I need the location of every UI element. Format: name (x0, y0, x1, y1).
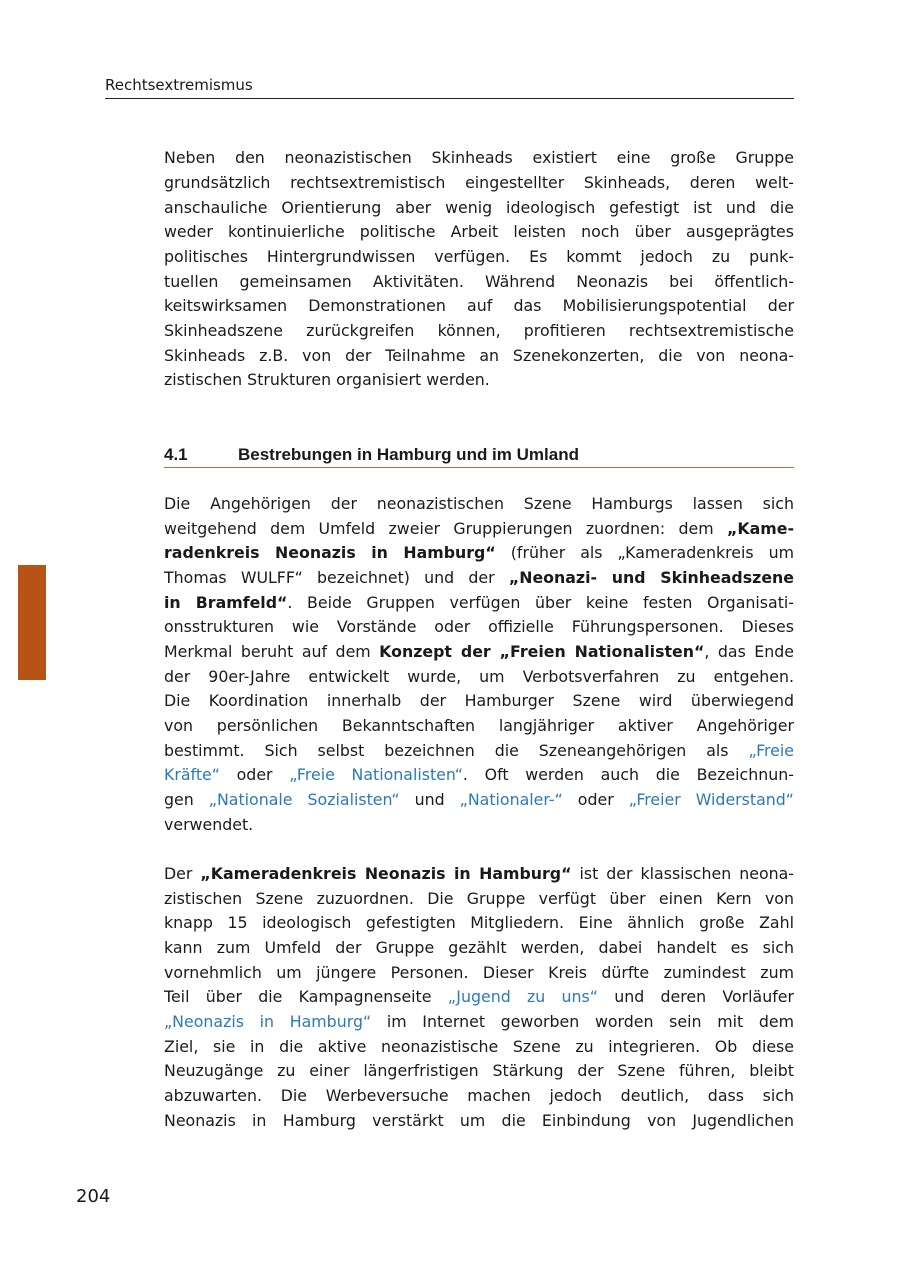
section-number: 4.1 (164, 445, 188, 464)
link-freie-kraefte[interactable]: „Freie (748, 741, 794, 760)
text-line (164, 985, 794, 1010)
section-heading (164, 442, 794, 468)
text-line: Skinheads z.B. von der Teilnahme an Szenekonzerten, die von neona- (164, 346, 794, 365)
text-line: grundsätzlich rechtsextremistisch eingestellter Skinheads, deren welt- (164, 173, 794, 192)
text-run: oder (562, 790, 629, 809)
text-run: , das Ende (704, 642, 794, 661)
text-run: und (399, 790, 460, 809)
text-run: oder (219, 765, 290, 784)
bold-term: Konzept der „Freien Nationalisten“ (379, 642, 705, 661)
link-jugend-zu-uns[interactable]: „Jugend zu uns“ (447, 987, 598, 1006)
bold-term: in Bramfeld“ (164, 593, 288, 612)
text-line: Die Angehörigen der neonazistischen Szene Hamburgs lassen sich (164, 494, 794, 513)
text-line (164, 640, 794, 665)
bold-term: „Kame- (726, 519, 794, 538)
text-run: . Oft werden auch die Bezeichnun- (462, 765, 794, 784)
text-line: von persönlichen Bekanntschaften langjähriger aktiver Angehöriger (164, 716, 794, 735)
text-line: Skinheadszene zurückgreifen können, profitieren rechtsextremistische (164, 321, 794, 340)
link-freie-kraefte[interactable]: Kräfte“ (164, 765, 220, 784)
text-line: onsstrukturen wie Vorstände oder offizielle Führungspersonen. Dieses (164, 617, 794, 636)
text-line (164, 566, 794, 591)
text-run: gen (164, 790, 209, 809)
text-line: anschauliche Orientierung aber wenig ideologisch gefestigt ist und die (164, 198, 794, 217)
text-line: vornehmlich um jüngere Personen. Dieser Kreis dürfte zumindest zum (164, 963, 794, 982)
link-nationaler[interactable]: „Nationaler-“ (459, 790, 563, 809)
text-line: zistischen Strukturen organisiert werden. (164, 370, 490, 389)
link-neonazis-in-hamburg[interactable]: „Neonazis in Hamburg“ (164, 1012, 372, 1031)
text-line: der 90er-Jahre entwickelt wurde, um Verbotsverfahren zu entgehen. (164, 667, 794, 686)
text-line (164, 591, 794, 616)
text-run: (früher als „Kameradenkreis um (495, 543, 794, 562)
text-line (164, 517, 794, 542)
bold-term: radenkreis Neonazis in Hamburg“ (164, 543, 496, 562)
text-line (164, 541, 794, 566)
text-line: Ziel, sie in die aktive neonazistische Szene zu integrieren. Ob diese (164, 1037, 794, 1056)
link-freier-widerstand[interactable]: „Freier Widerstand“ (628, 790, 794, 809)
text-line: Neben den neonazistischen Skinheads existiert eine große Gruppe (164, 148, 794, 167)
text-line (164, 788, 794, 813)
text-run: bestimmt. Sich selbst bezeichnen die Szeneangehörigen als (164, 741, 749, 760)
running-header: Rechtsextremismus (105, 76, 794, 99)
text-run: im Internet geworben worden sein mit dem (371, 1012, 794, 1031)
text-line: weder kontinuierliche politische Arbeit leisten noch über ausgeprägtes (164, 222, 794, 241)
text-line (164, 739, 794, 764)
text-run: ist der klassischen neona- (571, 864, 794, 883)
text-line: abzuwarten. Die Werbeversuche machen jedoch deutlich, dass sich (164, 1086, 794, 1105)
section-title: Bestrebungen in Hamburg und im Umland (238, 445, 579, 464)
text-run: Teil über die Kampagnenseite (164, 987, 448, 1006)
text-run: . Beide Gruppen verfügen über keine festen Organisati- (287, 593, 794, 612)
chapter-marker (18, 565, 46, 680)
text-line: keitswirksamen Demonstrationen auf das Mobilisierungspotential der (164, 296, 794, 315)
page-number: 204 (76, 1186, 111, 1207)
text-line: tuellen gemeinsamen Aktivitäten. Während Neonazis bei öffentlich- (164, 272, 794, 291)
link-freie-nationalisten[interactable]: „Freie Nationalisten“ (289, 765, 463, 784)
text-line: Die Koordination innerhalb der Hamburger Szene wird überwiegend (164, 691, 794, 710)
link-nationale-sozialisten[interactable]: „Nationale Sozialisten“ (208, 790, 400, 809)
text-run: und deren Vorläufer (597, 987, 795, 1006)
text-line: verwendet. (164, 815, 254, 834)
text-run: Merkmal beruht auf dem (164, 642, 380, 661)
text-line (164, 862, 794, 887)
text-line (164, 763, 794, 788)
text-line (164, 1010, 794, 1035)
text-line: zistischen Szene zuzuordnen. Die Gruppe verfügt über einen Kern von (164, 889, 794, 908)
text-run: weitgehend dem Umfeld zweier Gruppierungen zuordnen: dem (164, 519, 727, 538)
text-line: Neuzugänge zu einer längerfristigen Stärkung der Szene führen, bleibt (164, 1061, 794, 1080)
bold-term: „Kameradenkreis Neonazis in Hamburg“ (200, 864, 572, 883)
text-line: Neonazis in Hamburg verstärkt um die Einbindung von Jugendlichen (164, 1111, 794, 1130)
text-run: Der (164, 864, 201, 883)
text-line: kann zum Umfeld der Gruppe gezählt werden, dabei handelt es sich (164, 938, 794, 957)
text-line: knapp 15 ideologisch gefestigten Mitgliedern. Eine ähnlich große Zahl (164, 913, 794, 932)
text-line: politisches Hintergrundwissen verfügen. Es kommt jedoch zu punk- (164, 247, 794, 266)
text-run: Thomas WULFF“ bezeichnet) und der (164, 568, 509, 587)
bold-term: „Neonazi- und Skinheadszene (508, 568, 795, 587)
